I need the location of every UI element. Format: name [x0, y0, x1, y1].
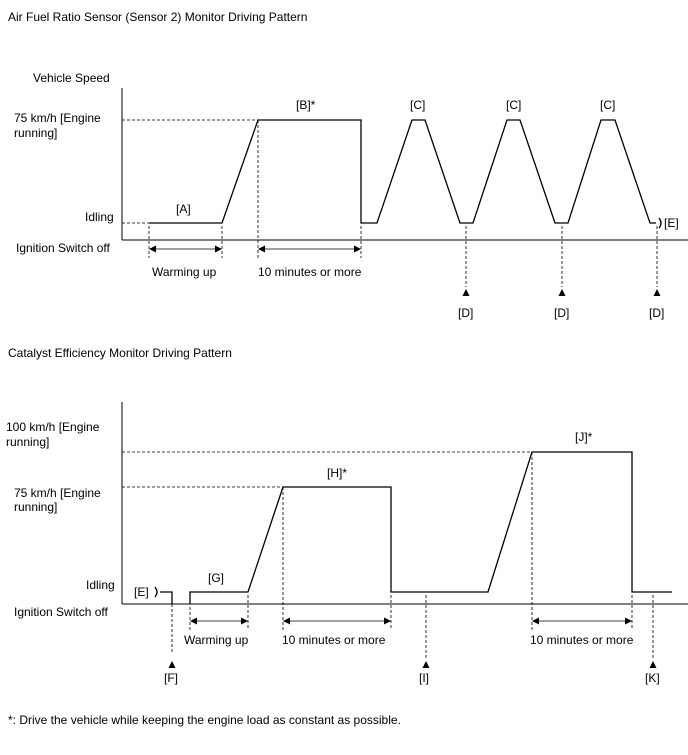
diagram2-label-j: [J]* [575, 430, 593, 444]
diagram2-label-e: [E] [134, 585, 149, 599]
diagram2-level-75-label: 75 km/h [Engine [14, 486, 101, 500]
diagram1-d-marker-1-triangle [463, 289, 470, 296]
diagram1-label-b: [B]* [296, 98, 316, 112]
diagram2-label-k: [K] [645, 671, 660, 685]
diagram2-speed-profile-start [160, 592, 172, 604]
diagram1-label-a: [A] [176, 202, 191, 216]
diagram1-speed-profile [149, 120, 656, 223]
diagram1-y-axis-label: Vehicle Speed [33, 71, 110, 85]
diagram1-title: Air Fuel Ratio Sensor (Sensor 2) Monitor Driving Pattern [8, 10, 308, 24]
diagram1-d-marker-3-triangle [654, 289, 661, 296]
diagram1-label-d-3: [D] [649, 306, 665, 320]
diagram2-i-marker-triangle [423, 661, 430, 668]
diagram2-label-f: [F] [164, 671, 178, 685]
diagram1-label-c-3: [C] [600, 98, 616, 112]
footnote: *: Drive the vehicle while keeping the engine load as constant as possible. [8, 713, 401, 727]
diagram2-label-i: [I] [419, 671, 430, 685]
diagram1-d-marker-2-triangle [559, 289, 566, 296]
diagram1-ten-minutes-label: 10 minutes or more [258, 265, 362, 279]
diagram2-level-75-label-line2: running] [14, 500, 58, 514]
diagram2-label-h: [H]* [327, 466, 348, 480]
diagram2-level-100-label-line2: running] [6, 435, 50, 449]
diagram1-ignition-off-label: Ignition Switch off [16, 241, 110, 255]
diagram1-level-75-label: 75 km/h [Engine [14, 111, 101, 125]
diagram2-f-marker-triangle [169, 661, 176, 668]
diagram1-label-c-1: [C] [410, 98, 426, 112]
diagram2-title: Catalyst Efficiency Monitor Driving Pattern [8, 346, 232, 360]
diagram2-label-g: [G] [208, 571, 225, 585]
diagram1-level-75-label-line2: running] [14, 126, 58, 140]
diagram2-break-symbol [155, 587, 157, 597]
diagram2-warming-up-label: Warming up [184, 633, 249, 647]
diagram2-level-100-label: 100 km/h [Engine [6, 420, 100, 434]
diagram2-k-marker-triangle [650, 661, 657, 668]
diagram1-label-e: [E] [664, 216, 679, 230]
diagram1-label-d-1: [D] [458, 306, 474, 320]
diagram1-label-d-2: [D] [554, 306, 570, 320]
diagram2-ignition-off-label: Ignition Switch off [14, 605, 108, 619]
diagram1-label-c-2: [C] [506, 98, 522, 112]
diagram2-ten-minutes-label-1: 10 minutes or more [282, 633, 386, 647]
diagram1-idling-label: Idling [85, 210, 114, 224]
diagram2-ten-minutes-label-2: 10 minutes or more [530, 633, 634, 647]
diagram1-break-symbol [659, 218, 661, 228]
diagram2-idling-label: Idling [86, 578, 115, 592]
diagram2-speed-profile [190, 452, 672, 604]
diagram1-warming-up-label: Warming up [152, 265, 217, 279]
